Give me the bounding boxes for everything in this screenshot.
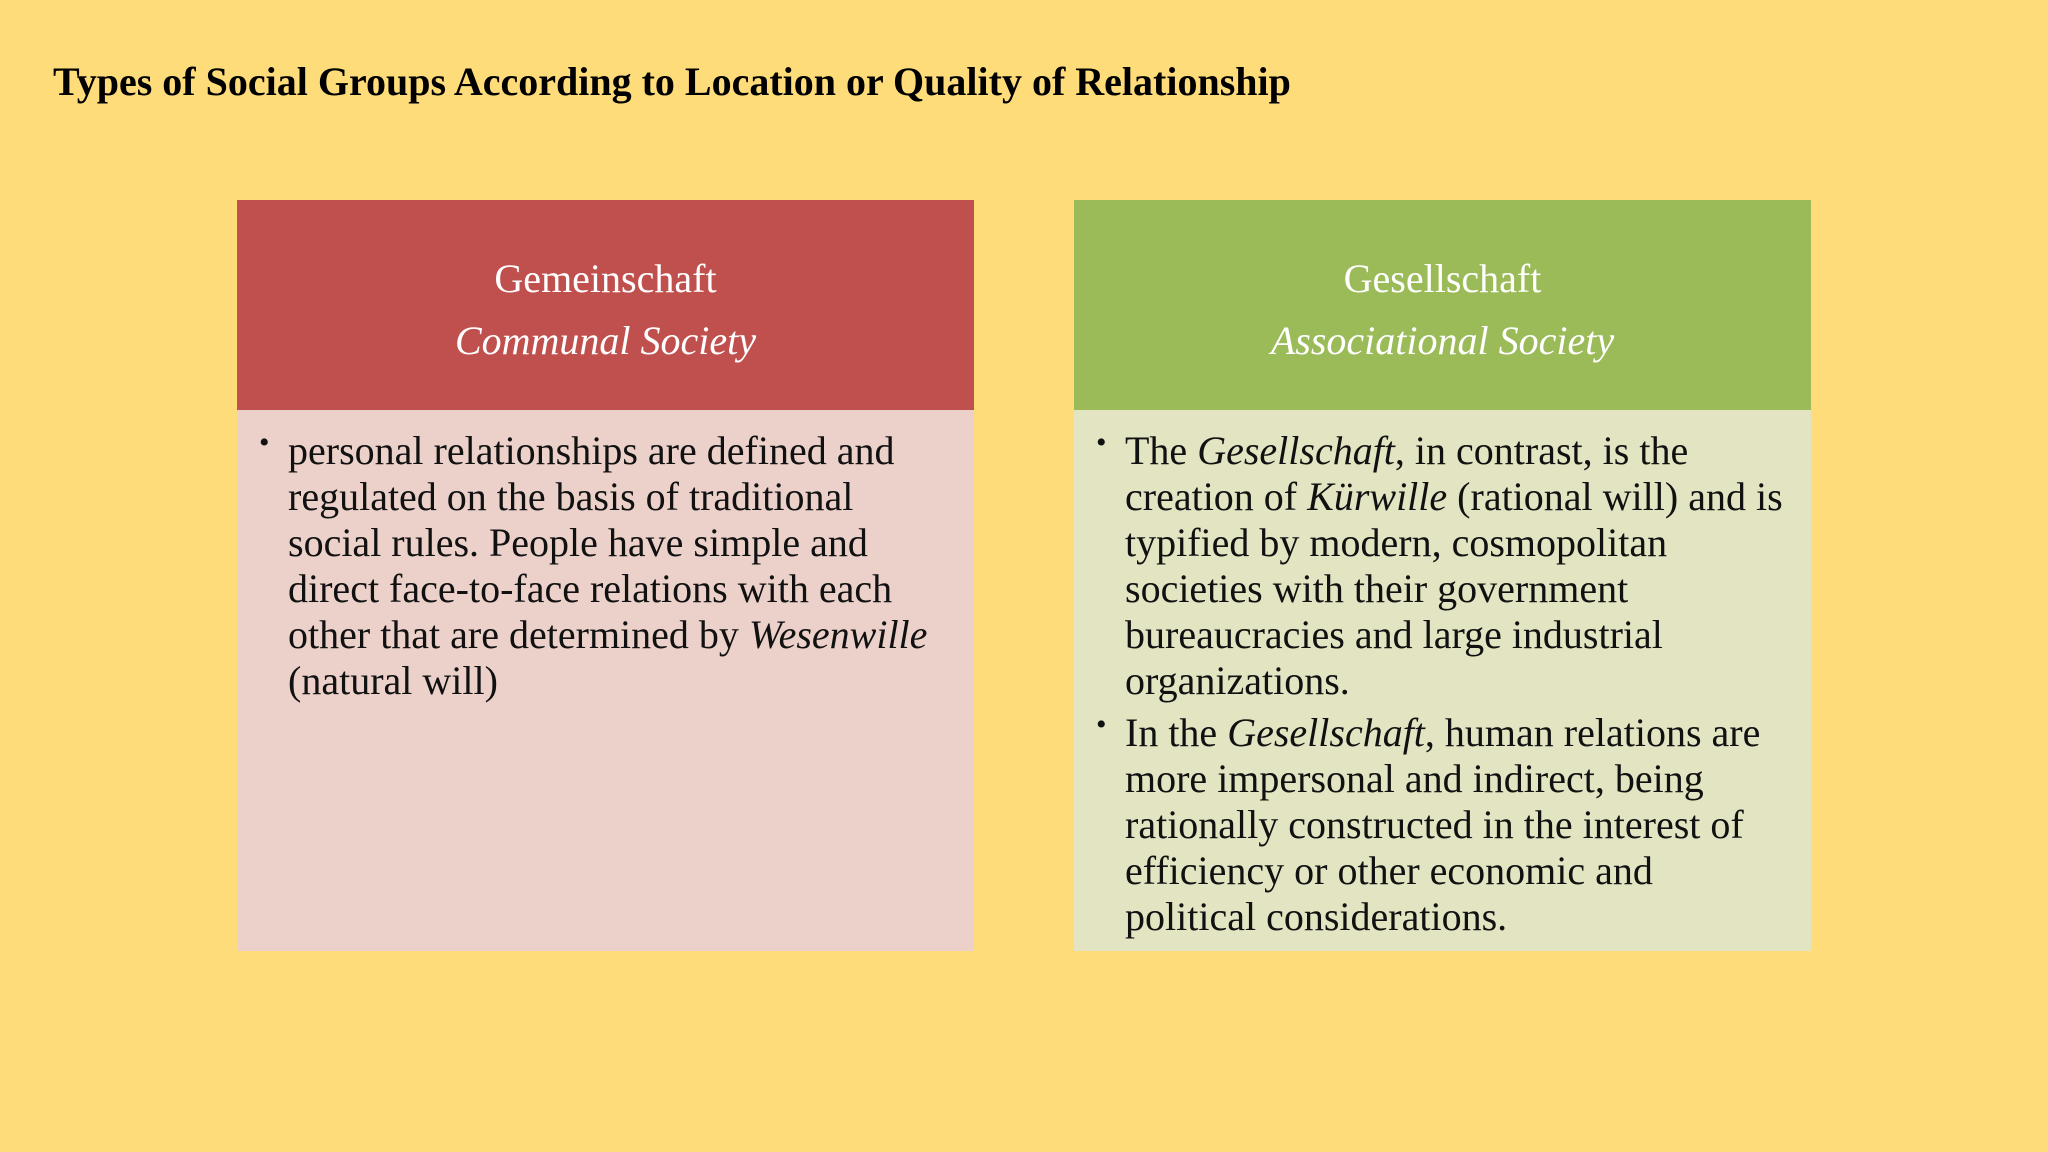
gemeinschaft-header bbox=[237, 200, 974, 410]
point-text: personal relationships are defined and regulated on the basis of traditional social rules. People have simple and direct face-to-face relations with each other that are determined by bbox=[288, 428, 895, 657]
gemeinschaft-points bbox=[259, 428, 954, 704]
list-item bbox=[1096, 428, 1791, 704]
gemeinschaft-subheading: Communal Society bbox=[454, 318, 757, 363]
point-text: In the bbox=[1125, 710, 1228, 755]
point-text: , in contrast, is the creation of bbox=[1125, 428, 1689, 519]
gesellschaft-card bbox=[1074, 200, 1811, 951]
gesellschaft-header bbox=[1074, 200, 1811, 410]
point-term: Kürwille bbox=[1307, 474, 1448, 519]
list-item bbox=[259, 428, 954, 704]
gesellschaft-subheading: Associational Society bbox=[1270, 318, 1615, 363]
slide-title: Types of Social Groups According to Location or Quality of Relationship bbox=[53, 59, 1291, 104]
gesellschaft-points bbox=[1096, 428, 1791, 940]
point-text: , human relations are more impersonal and indirect, being rationally constructed in the interest of efficiency or other economic and political considerations. bbox=[1125, 710, 1761, 939]
point-text: (rational will) and is typified by modern, cosmopolitan societies with their government bureaucracies and large industrial organizations. bbox=[1125, 474, 1783, 703]
gemeinschaft-body bbox=[237, 410, 974, 951]
gesellschaft-heading: Gesellschaft bbox=[1343, 256, 1542, 301]
point-term: Gesellschaft bbox=[1197, 428, 1395, 473]
gemeinschaft-heading: Gemeinschaft bbox=[494, 256, 717, 301]
point-text: The bbox=[1125, 428, 1198, 473]
gemeinschaft-card bbox=[237, 200, 974, 951]
bullet-icon: • bbox=[1096, 426, 1107, 459]
point-term: Wesenwille bbox=[748, 612, 928, 657]
bullet-icon: • bbox=[1096, 708, 1107, 741]
point-text: (natural will) bbox=[288, 658, 498, 703]
point-term: Gesellschaft bbox=[1227, 710, 1425, 755]
gesellschaft-body bbox=[1074, 410, 1811, 951]
list-item bbox=[1096, 710, 1791, 940]
bullet-icon: • bbox=[259, 426, 270, 459]
